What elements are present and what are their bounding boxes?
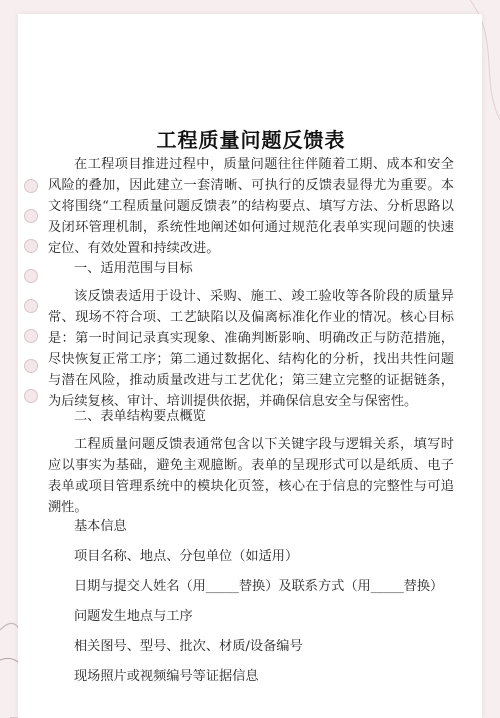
binder-hole [24, 299, 38, 313]
binder-hole [24, 179, 38, 193]
binder-hole [24, 209, 38, 223]
list-item: 现场照片或视频编号等证据信息 [74, 669, 259, 684]
binder-hole [24, 329, 38, 343]
binder-hole [24, 269, 38, 283]
list-item: 项目名称、地点、分包单位（如适用） [74, 549, 299, 564]
section2-paragraph: 工程质量问题反馈表通常包含以下关键字段与逻辑关系，填写时应以事实为基础，避免主观臆断。表单的呈现形式可以是纸质、电子表单或项目管理系统中的模块化页签，核心在于信息的完整性与可追溯性。 [48, 437, 454, 515]
section1-heading: 一、适用范围与目标 [74, 261, 193, 276]
list-item: 相关图号、型号、批次、材质/设备编号 [74, 639, 303, 654]
document-content [48, 14, 454, 718]
section2-heading: 二、表单结构要点概览 [74, 409, 206, 424]
list-heading: 基本信息 [74, 519, 127, 534]
intro-paragraph: 在工程项目推进过程中，质量问题往往伴随着工期、成本和安全风险的叠加，因此建立一套清晰、可执行的反馈表显得尤为重要。本文将围绕“工程质量问题反馈表”的结构要点、填写方法、分析思路以及闭环管理机制，系统性地阐述如何通过规范化表单实现问题的快速定位、有效处置和持续改进。 [48, 157, 454, 256]
binder-holes [24, 179, 38, 419]
document-sheet [18, 14, 482, 718]
binder-hole [24, 239, 38, 253]
list-item: 日期与提交人姓名（用_____替换）及联系方式（用_____替换） [74, 579, 444, 594]
document-title: 工程质量问题反馈表 [156, 128, 346, 152]
section1-paragraph: 该反馈表适用于设计、采购、施工、竣工验收等各阶段的质量异常、现场不符合项、工艺缺陷以及偏离标准化作业的情况。核心目标是：第一时间记录真实现象、准确判断影响、明确改正与防范措施，尽快恢复正常工序；第二通过数据化、结构化的分析，找出共性问题与潜在风险，推动质量改进与工艺优化；第三建立完整的证据链条，为后续复核、审计、培训提供依据，并确保信息安全与保密性。 [48, 289, 454, 409]
list-item: 问题发生地点与工序 [74, 609, 193, 624]
binder-hole [24, 359, 38, 373]
binder-hole [24, 389, 38, 403]
